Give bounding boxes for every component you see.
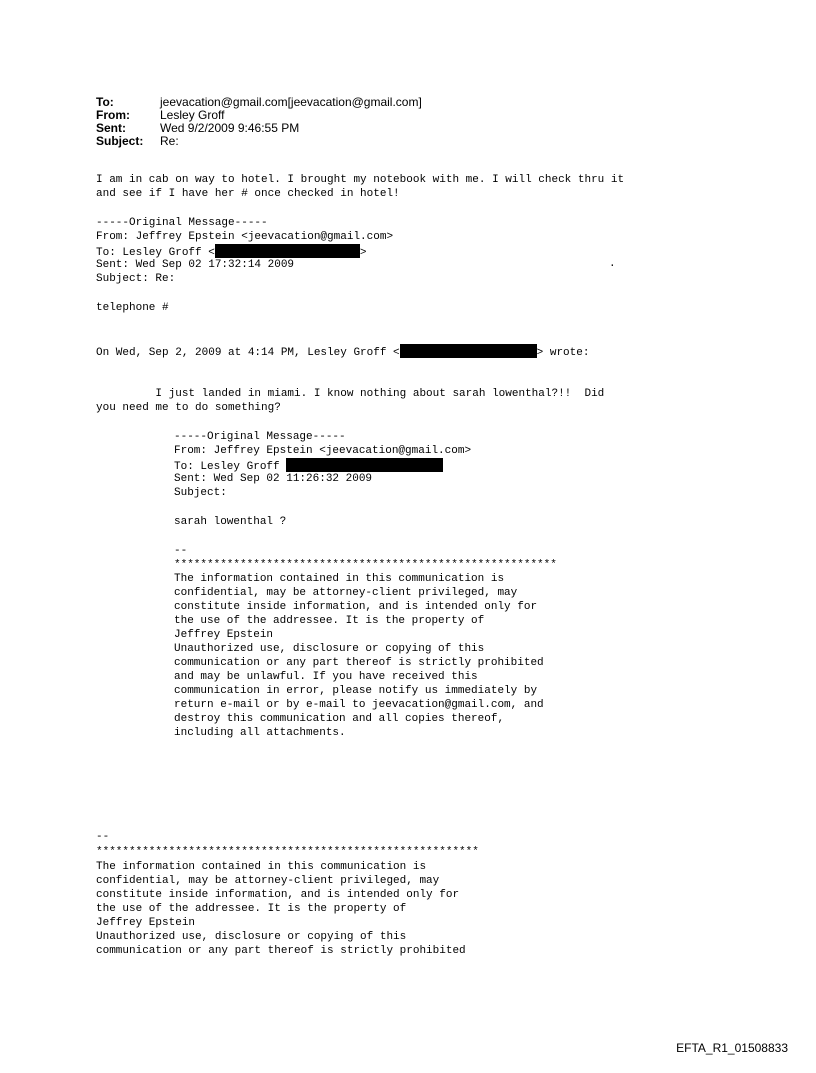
quote-attribution-suffix: > wrote: [536,347,590,359]
to-label: To: [96,95,114,109]
disclaimer-line: constitute inside information, and is intended only for [96,889,460,901]
header-subject-row [96,135,422,148]
disclaimer-line: and may be unlawful. If you have received this [174,671,478,683]
sent-label: Sent: [96,121,126,135]
outer-disclaimer-text [96,860,466,958]
disclaimer-line: confidential, may be attorney-client privileged, may [174,587,518,599]
disclaimer-line: including all attachments. [174,727,346,739]
outer-disclaimer-dash: -- [96,831,110,843]
orig1-divider: -----Original Message----- [96,217,268,229]
disclaimer-line: constitute inside information, and is intended only for [174,601,538,613]
redaction-bar [215,244,360,258]
orig1-to-prefix: To: Lesley Groff < [96,247,215,259]
header-sent-row [96,122,422,135]
orig2-body: sarah lowenthal ? [174,516,287,528]
inner-disclaimer-dash: -- [174,545,188,557]
orig1-sent: Sent: Wed Sep 02 17:32:14 2009 [96,259,295,271]
disclaimer-line: Unauthorized use, disclosure or copying of this [174,643,485,655]
redaction-bar [286,458,443,472]
quote-attribution-prefix: On Wed, Sep 2, 2009 at 4:14 PM, Lesley Groff < [96,347,400,359]
disclaimer-line: destroy this communication and all copies thereof, [174,713,505,725]
disclaimer-line: the use of the addressee. It is the property of [96,903,407,915]
orig2-to-prefix: To: Lesley Groff [174,461,287,473]
disclaimer-line: communication or any part thereof is strictly prohibited [96,945,466,957]
disclaimer-line: communication in error, please notify us immediately by [174,685,538,697]
outer-disclaimer-stars: ********************************************************** [96,846,479,858]
inner-disclaimer-text [174,572,544,740]
landed-line-2: you need me to do something? [96,402,281,414]
to-value: jeevacation@gmail.com[jeevacation@gmail.com] [160,95,422,109]
redaction-bar [400,344,537,358]
stray-mark: . [609,258,616,270]
disclaimer-line: communication or any part thereof is strictly prohibited [174,657,544,669]
quote-attribution [96,344,589,360]
document-id: EFTA_R1_01508833 [676,1041,788,1055]
disclaimer-line: the use of the addressee. It is the property of [174,615,485,627]
disclaimer-line: The information contained in this communication is [96,861,427,873]
disclaimer-line: Unauthorized use, disclosure or copying of this [96,931,407,943]
orig1-to-suffix: > [359,247,367,259]
disclaimer-line: confidential, may be attorney-client privileged, may [96,875,440,887]
from-label: From: [96,108,130,122]
disclaimer-line: Jeffrey Epstein [174,629,274,641]
orig2-divider: -----Original Message----- [174,431,346,443]
landed-line-1: I just landed in miami. I know nothing about sarah lowenthal?!! Did [96,388,605,400]
reply-line-2: and see if I have her # once checked in hotel! [96,188,400,200]
reply-line-1: I am in cab on way to hotel. I brought my notebook with me. I will check thru it [96,174,625,186]
disclaimer-line: The information contained in this communication is [174,573,505,585]
subject-value: Re: [160,134,179,148]
orig2-from: From: Jeffrey Epstein <jeevacation@gmail.com> [174,445,472,457]
sent-value: Wed 9/2/2009 9:46:55 PM [160,121,300,135]
orig1-subject: Subject: Re: [96,273,176,285]
subject-label: Subject: [96,134,144,148]
from-value: Lesley Groff [160,108,225,122]
orig2-subject: Subject: [174,487,227,499]
orig2-sent: Sent: Wed Sep 02 11:26:32 2009 [174,473,373,485]
disclaimer-line: Jeffrey Epstein [96,917,196,929]
header-to-row [96,96,422,109]
orig1-from: From: Jeffrey Epstein <jeevacation@gmail.com> [96,231,394,243]
inner-disclaimer-stars: ********************************************************** [174,559,557,571]
orig1-body: telephone # [96,302,169,314]
email-header [96,96,422,148]
disclaimer-line: return e-mail or by e-mail to jeevacation@gmail.com, and [174,699,544,711]
